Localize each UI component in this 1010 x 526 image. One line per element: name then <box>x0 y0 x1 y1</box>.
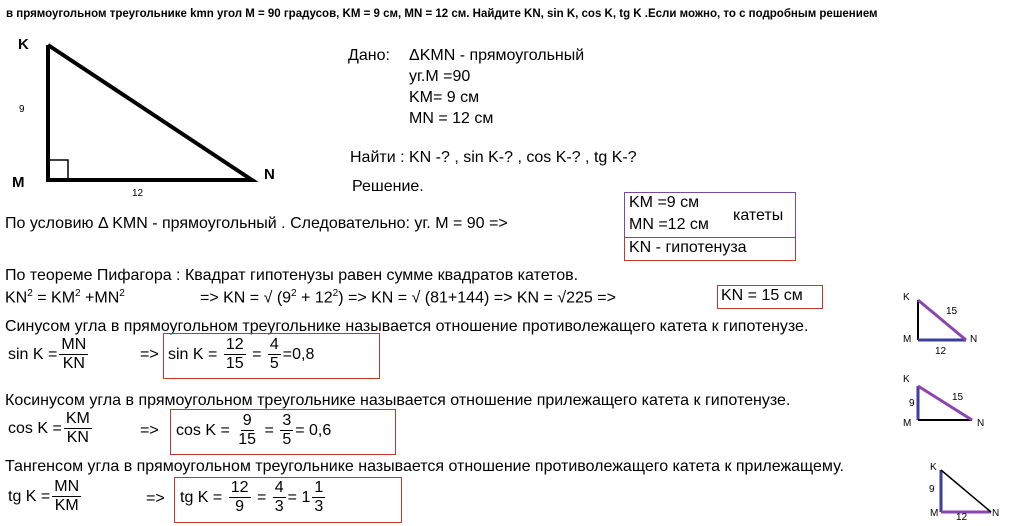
legs-label: катеты <box>733 207 784 224</box>
question-title: в прямоугольном треугольнике kmn угол M = 90 градусов, KM = 9 см, MN = 12 см. Найдите KN, sin K, cos K, tg K .Если можно, то с подробным решением <box>6 8 878 20</box>
mini3-k: K <box>930 462 937 473</box>
side-mn-label: 12 <box>132 188 144 199</box>
leg-mn: MN =12 см <box>629 216 709 233</box>
cos-arrow: => <box>140 422 159 439</box>
mini1-n: N <box>970 334 978 345</box>
mini1-k: K <box>903 292 910 303</box>
pythagoras-chain: => KN = √ $(9^2 + 12^2)$ => KN = √ (81+144) => KN = √225 => <box>200 288 616 307</box>
cos-formula: cos K = $\frac{KM}{KN}$ <box>8 410 90 446</box>
sin-definition: Синусом угла в прямоугольном треугольнике называется отношение противолежащего катета к гипотенузе. <box>5 318 809 335</box>
given-label: Дано: <box>348 47 390 64</box>
side-km-label: 9 <box>19 104 25 115</box>
mini1-base: 12 <box>935 346 947 357</box>
mini3-side: 9 <box>929 484 935 495</box>
tg-formula: tg K = $\frac{MN}{KM}$ <box>8 478 80 514</box>
mini2-side: 9 <box>909 398 915 409</box>
tg-arrow: => <box>146 490 165 507</box>
mini2-k: K <box>903 374 910 385</box>
find-line: Найти : KN -? , sin K-? , cos K-? , tg K-? <box>350 149 637 166</box>
vertex-n-label: N <box>264 166 275 183</box>
cos-calc: cos K = $\frac{9}{15}$ = $\frac{3}{5}$ = 0,6 <box>176 412 332 448</box>
given-line-3: KM= 9 см <box>409 89 480 106</box>
mini-triangle-cos <box>900 376 1010 436</box>
mini3-m: M <box>930 508 939 519</box>
tg-definition: Тангенсом угла в прямоугольном треугольнике называется отношение противолежащего катета к прилежащему. <box>5 458 844 475</box>
mini3-base: 12 <box>956 512 968 523</box>
mini-triangle-sin <box>900 290 1010 350</box>
given-line-1: ΔKMN - прямоугольный <box>409 47 585 64</box>
pythagoras-formula: $KN^2 = KM^2 +MN^2$ <box>5 288 125 307</box>
pythagoras-text: По теореме Пифагора : Квадрат гипотенузы равен сумме квадратов катетов. <box>5 267 579 284</box>
solution-label: Решение. <box>352 178 424 195</box>
sin-formula: sin K = $\frac{MN}{KN}$ <box>8 336 87 372</box>
mini2-n: N <box>977 418 985 429</box>
mini2-m: M <box>903 418 912 429</box>
cos-definition: Косинусом угла в прямоугольном треугольнике называется отношение прилежащего катета к гипотенузе. <box>5 392 791 409</box>
sin-arrow: => <box>140 346 159 363</box>
mini1-hyp: 15 <box>946 306 958 317</box>
vertex-k-label: K <box>18 36 29 53</box>
mini3-n: N <box>992 508 1000 519</box>
given-line-2: уг.M =90 <box>409 68 471 85</box>
hyp-text: KN - гипотенуза <box>629 239 747 256</box>
mini2-hyp: 15 <box>952 392 964 403</box>
mini1-m: M <box>903 334 912 345</box>
given-line-4: MN = 12 см <box>409 110 494 127</box>
vertex-m-label: M <box>12 174 25 191</box>
leg-km: KM =9 см <box>629 194 700 211</box>
tg-calc: tg K = $\frac{12}{9}$ = $\frac{4}{3}$ = 1 $\frac{1}{3}$ <box>180 479 324 515</box>
main-triangle <box>0 30 300 200</box>
kn-result: KN = 15 см <box>721 287 803 304</box>
condition-text: По условию Δ KMN - прямоугольный . Следовательно: уг. M = 90 => <box>5 215 508 232</box>
sin-calc: sin K = $\frac{12}{15}$ = $\frac{4}{5}$ =0,8 <box>168 336 315 372</box>
